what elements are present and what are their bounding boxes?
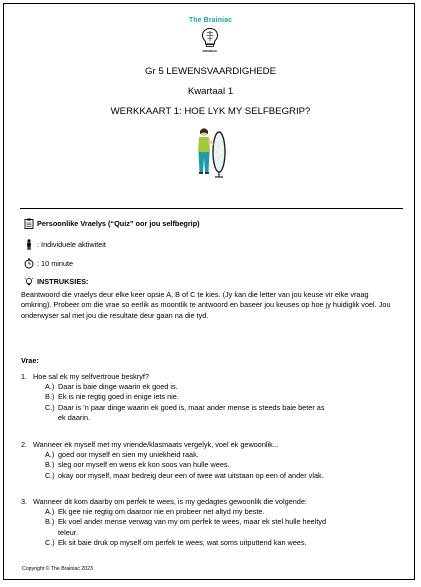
instructions-heading: INSTRUKSIES: — [37, 277, 89, 286]
question-number: 1. — [21, 372, 28, 381]
question-3 — [21, 497, 401, 548]
option-b-continued: teleur. — [58, 527, 78, 537]
option-a[interactable] — [21, 382, 401, 392]
option-label: A.) — [45, 507, 55, 517]
option-c[interactable] — [21, 471, 401, 481]
section-divider — [20, 208, 403, 209]
option-label: B.) — [45, 460, 55, 470]
option-label: C.) — [45, 537, 55, 547]
person-icon — [24, 239, 34, 250]
option-b[interactable] — [21, 517, 401, 527]
question-text — [21, 372, 401, 382]
option-label: A.) — [45, 450, 55, 460]
duration-row — [24, 258, 73, 269]
lightbulb-icon — [24, 276, 34, 287]
option-b[interactable] — [21, 460, 401, 470]
duration: : 10 minute — [37, 259, 74, 268]
question-prompt: Wanneer dit kom daarby om perfek te wees, is my gedagtes gewoonlik die volgende: — [33, 497, 307, 506]
question-2 — [21, 440, 401, 481]
instructions-text: Beantwoord die vraelys deur elke keer opsie A, B of C te kies. (Jy kan die letter van jou keuse vir elke vraag omkring). Probeer om die vrae so eerlik as moontlik te antwoord en baseer jou keuses op hoe jy huidiglik voel. Jou onderwyser sal met jou die resultate deur gaan na die tyd. — [21, 290, 391, 320]
term-title: Kwartaal 1 — [187, 86, 234, 97]
question-number: 3. — [21, 497, 28, 506]
option-a[interactable] — [21, 507, 401, 517]
option-text: goed oor myself en sien my uniekheid raak. — [58, 450, 199, 460]
option-c[interactable] — [21, 538, 401, 548]
option-text: Daar is ’n paar dinge waarin ek goed is, maar ander mense is steeds baie beter as — [58, 402, 325, 412]
brain-bulb-logo-icon — [199, 27, 221, 53]
question-number: 2. — [21, 440, 28, 449]
activity-name-row — [24, 218, 200, 229]
option-label: C.) — [45, 402, 55, 412]
timer-icon — [24, 258, 34, 269]
option-text: Ek sit baie druk op myself om perfek te wees, wat soms uitputtend kan wees. — [58, 537, 307, 547]
option-b[interactable] — [21, 392, 401, 402]
question-text — [21, 497, 401, 507]
activity-type-row — [24, 239, 106, 250]
option-c[interactable] — [21, 403, 401, 413]
option-text: okay oor myself, maar bedreig deur een of twee wat uitstaan op een of ander vlak. — [58, 470, 324, 480]
option-label: B.) — [45, 517, 55, 527]
worksheet-title: WERKKAART 1: HOE LYK MY SELFBEGRIP? — [110, 106, 311, 117]
question-1 — [21, 372, 401, 423]
girl-mirror-illustration — [192, 126, 226, 178]
option-text: Ek is nie regtig goed in enige iets nie. — [58, 392, 179, 402]
copyright: Copyright © The Brainiac 2023 — [22, 566, 93, 572]
grade-title: Gr 5 LEWENSVAARDIGHEDE — [145, 66, 276, 77]
option-label: A.) — [45, 382, 55, 392]
option-label: B.) — [45, 392, 55, 402]
option-text: Ek gee nie regtig om daaroor nie en probeer net altyd my beste. — [58, 507, 265, 517]
option-text: sleg oor myself en wens ek kon soos van hulle wees. — [58, 460, 230, 470]
instructions-heading-row — [24, 276, 89, 287]
option-c-continued: ek daarin. — [58, 412, 91, 422]
logo-text: BRAINIAC — [202, 49, 218, 53]
clipboard-icon — [24, 218, 34, 229]
question-prompt: Wanneer ek myself met my vriende/klasmaats vergelyk, voel ek gewoonlik... — [33, 440, 279, 449]
option-a[interactable] — [21, 450, 401, 460]
question-text — [21, 440, 401, 450]
activity-type: : Individuele aktiwiteit — [37, 240, 106, 249]
questions-heading: Vrae: — [21, 356, 39, 365]
brand-name: The Brainiac — [188, 17, 233, 24]
option-label: C.) — [45, 470, 55, 480]
option-text: Ek voel ander mense verwag van my om perfek te wees, maar ek stel hulle heeltyd — [58, 517, 327, 527]
question-prompt: Hoe sal ek my selfvertroue beskryf? — [33, 372, 149, 381]
activity-name: Persoonlike Vraelys (“Quiz” oor jou selfbegrip) — [37, 219, 200, 228]
option-text: Daar is baie dinge waarin ek goed is. — [58, 382, 178, 392]
